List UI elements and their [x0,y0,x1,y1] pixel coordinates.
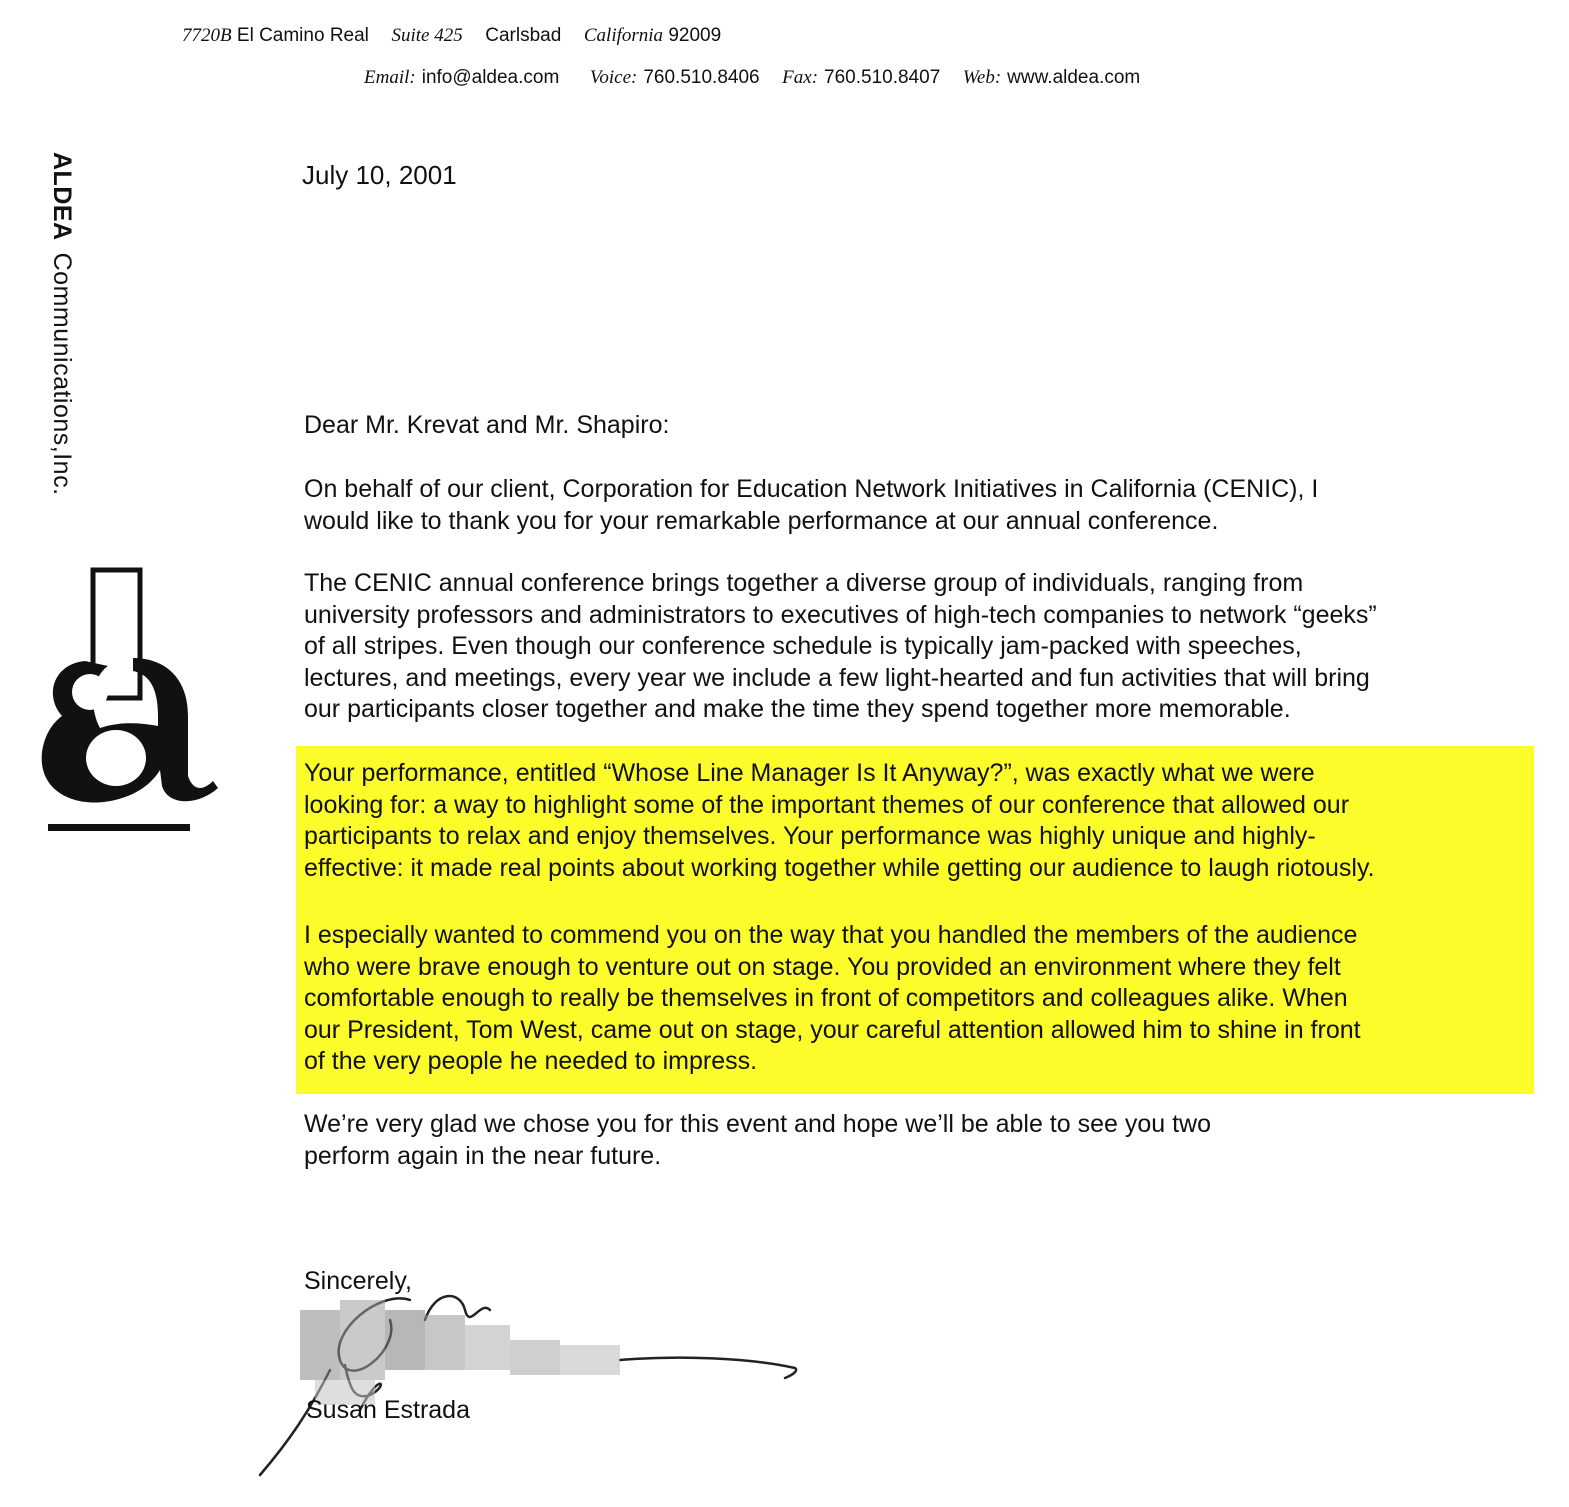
salutation: Dear Mr. Krevat and Mr. Shapiro: [304,411,670,439]
paragraph-2 [304,568,1377,726]
paragraph-5-line: We’re very glad we chose you for this event and hope we’ll be able to see you two [304,1110,1212,1138]
fax-value: 760.510.8407 [824,67,941,88]
address-street: El Camino Real [236,25,369,46]
paragraph-4-line: our President, Tom West, came out on stage, your careful attention allowed him to shine in front [304,1015,1361,1044]
paragraph-2-line: lectures, and meetings, every year we include a few light-hearted and fun activities that will bring [304,663,1370,692]
paragraph-3-line: effective: it made real points about working together while getting our audience to laugh riotously. [304,853,1375,882]
address-city: Carlsbad [485,25,562,46]
aldea-a-logo-icon [38,566,223,838]
paragraph-5 [304,1109,1211,1172]
address-zip: 92009 [668,25,722,46]
side-brand: ALDEA [48,152,76,241]
fax-label: Fax: [782,67,819,88]
side-company-name [47,152,76,496]
paragraph-3 [304,758,1375,884]
signer-name: Susan Estrada [306,1396,470,1424]
paragraph-4-line: of the very people he needed to impress. [304,1047,758,1075]
email-label: Email: [364,67,416,88]
paragraph-4-line: I especially wanted to commend you on the way that you handled the members of the audience [304,921,1358,949]
paragraph-3-line: Your performance, entitled “Whose Line Manager Is It Anyway?”, was exactly what we were [304,759,1315,787]
paragraph-2-line: of all stripes. Even though our conference schedule is typically jam-packed with speeches, [304,632,1302,660]
address-suite: Suite 425 [391,25,463,46]
handwritten-signature [250,1270,810,1485]
web-label: Web: [962,67,1002,88]
address-state: California [583,25,664,46]
paragraph-4-line: comfortable enough to really be themselves in front of competitors and colleagues alike. When [304,984,1348,1012]
paragraph-2-line: our participants closer together and make the time they spend together more memorable. [304,695,1291,723]
paragraph-2-line: university professors and administrators to executives of high-tech companies to network “geeks” [304,600,1377,629]
paragraph-4 [304,920,1361,1078]
voice-label: Voice: [589,67,638,88]
paragraph-3-line: looking for: a way to highlight some of the important themes of our conference that allowed our [304,790,1350,819]
web-value: www.aldea.com [1007,67,1141,88]
letterhead-contact [364,67,1140,89]
paragraph-1 [304,474,1318,537]
closing: Sincerely, [304,1267,412,1295]
paragraph-3-line: participants to relax and enjoy themselves. Your performance was highly unique and highly- [304,822,1316,850]
paragraph-1-line: On behalf of our client, Corporation for Education Network Initiatives in California (CENIC), I [304,475,1319,503]
paragraph-2-line: The CENIC annual conference brings together a diverse group of individuals, ranging from [304,569,1304,597]
side-company: Communications,Inc. [48,252,76,496]
paragraph-1-line: would like to thank you for your remarkable performance at our annual conference. [304,506,1219,535]
address-street-number: 7720B [182,25,232,46]
letterhead-address [182,25,721,47]
letter-date: July 10, 2001 [302,160,457,190]
paragraph-5-line: perform again in the near future. [304,1141,662,1170]
voice-value: 760.510.8406 [643,67,760,88]
email-value: info@aldea.com [421,67,560,88]
paragraph-4-line: who were brave enough to venture out on stage. You provided an environment where they felt [304,952,1341,981]
